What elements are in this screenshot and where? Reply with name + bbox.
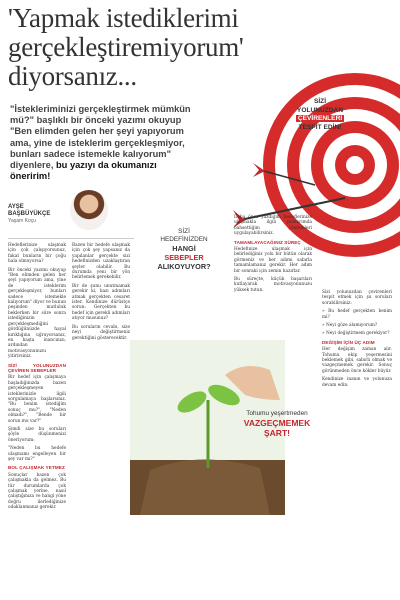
col1-paragraph: Sonuçlar bazen çok çalışmakla da gelmez. Bu tür durumlarda çok çalışmak yerine, nasıl çalıştığınıza ve hangi yöne doğru ilerlediğinize odaklanmanız gerekir. <box>8 472 66 511</box>
col4-paragraph: Kendinize inanın ve yolunuza devam edin. <box>322 377 392 388</box>
col2-paragraph: Bir de şunu unutmamak gerekir ki, bazı adımları atmak gerçekten cesaret ister. Kendinize dürüstçe sorun: Gerçekten bu hedef için gerekli adımları atıyor musunuz? <box>72 283 130 322</box>
col3-paragraph: Hedefinize ulaşmak için belirlediğiniz yolu bir bütün olarak görmeniz ve her adımı sabırla tamamlamanız gerekir. Her adım bir sonraki için zemin hazırlar. <box>234 247 312 274</box>
seed-callout-line-2: VAZGEÇMEMEK ŞART! <box>243 418 311 438</box>
pull-quote-line-2: HEDEFİNİZDEN <box>160 236 208 243</box>
col1-paragraph: Bir hedef için çalışmaya başladığınızda bazen gerçekleşmeyen isteklerinizle ilgili sorgulamaya başlarsınız. "Bu benim istediğim sonuç mu?", "Neden olmadı?", "Bende bir sorun mu var?" <box>8 375 66 424</box>
column-1 <box>8 243 66 514</box>
pull-quote-line-1: SİZİ <box>178 228 190 235</box>
headline-line-1: 'Yapmak istediklerimi <box>8 3 239 33</box>
headline-line-2: gerçekleştiremiyorum' <box>8 32 244 62</box>
headline-line-3: diyorsanız... <box>8 61 137 91</box>
seed-callout <box>232 410 322 438</box>
col1-subheading: SİZİ YOLUNUZDAN ÇEVİREN SEBEPLER <box>8 362 66 373</box>
col1-paragraph: Hedeflerinize ulaşmak için çok çalışıyorsunuz, fakat bunların bir çoğu hala olmuyorsa? <box>8 243 66 265</box>
col1-paragraph: Şimdi size bu soruları şöyle düşünmenizi öneriyorum: <box>8 427 66 443</box>
col2-paragraph: Bu soruların cevabı, size neyi değiştirmeniz gerektiğini gösterecektir. <box>72 324 130 341</box>
col4-paragraph: Her değişim zaman alır. Tohumu ekip yeşermesini beklemek gibi, sabırlı olmak ve vazgeçmemek gerekir. Sonuç görünmeden önce kökler büyür. <box>322 347 392 374</box>
author-avatar <box>70 190 108 230</box>
seed-callout-line-1: Tohumu yeşertmeden <box>246 410 308 417</box>
column-2 <box>72 243 130 344</box>
intro-emphasis: bu yazıyı da okumanızı öneririm! <box>10 160 157 182</box>
pull-quote-line-5: ALIKOYUYOR? <box>157 262 211 271</box>
col1-subheading: BOL ÇALIŞMAK YETMEZ <box>8 465 65 471</box>
col4-list-item: » Neyi değiştirmem gerekiyor? <box>322 331 390 337</box>
author-name: AYŞE <box>8 204 24 210</box>
pull-quote-line-4: SEBEPLER <box>164 253 204 262</box>
col1-paragraph: "Neden bu hedefe ulaşmamı engelleyen bir şey var mı?" <box>8 446 66 463</box>
callout-line-2: YOLUNUZDAN <box>296 106 344 114</box>
intro-text: "İstekleriminizi gerçekleştirmek mümkün mü?" başlıklı bir önceki yazımı okuyup "Ben elimden gelen her şeyi yapıyorum ama, yine de isteklerim gerçekleşmiyor, bunları sadece istemekle kalıyorum" diyenlere, <box>10 104 191 171</box>
pull-quote <box>138 228 230 271</box>
col4-list-item: » Neyi göze alamıyorum? <box>322 323 378 329</box>
col3-paragraph: Bu süreçte, küçük başarıları kutlayarak motivasyonunuzu yüksek tutun. <box>234 277 312 293</box>
column-3 <box>234 215 312 296</box>
col3-subheading: TAMAMLAYACAĞINIZ SÜREÇ <box>234 239 301 245</box>
col4-subheading: DEĞİŞİM İÇİN ÜÇ ADIM <box>322 339 375 345</box>
column-4 <box>322 290 392 391</box>
col2-paragraph: Bazen bir hedefe ulaşmak için çok şey yapsanız da yapılanlar gerçekte sizi hedefinizden uzaklaştıran şeyler olabilir. Bu durumda yeni bir yön belirlemek gerekebilir. <box>72 243 130 281</box>
author-surname: BAŞBÜYÜKÇE <box>8 211 51 217</box>
callout-line-1: SİZİ <box>313 98 327 105</box>
col1-paragraph: Bir önceki yazımı okuyup "Ben elimden gelen her şeyi yapıyorum ama, yine de isteklerim gerçekleşmiyor, bunları sadece istemekle kalıyorum" diyor ve bunun peşinden mutluluk beklerken bir süre sonra istediğinizin gerçekleşmediğini gördüğünüzde hayal kırıklığına uğruyorsanız, en başta inancınızı, ardından motivasyonunuzu yitirirsiniz. <box>8 267 66 360</box>
callout-line-3: TESPİT EDİN! <box>298 123 342 131</box>
target-callout <box>285 98 355 132</box>
divider <box>8 238 134 239</box>
pull-quote-line-3: HANGİ <box>172 244 196 253</box>
col3-paragraph: Daha önce yazdığım hedeflerinize ulaşmakla ilgili yazılarımda bahsettiğim yöntemleri uygulayabilirsiniz. <box>234 215 312 237</box>
callout-highlight: ÇEVİRENLERİ <box>297 115 343 122</box>
author-role: Yaşam Koçu <box>8 218 36 224</box>
col4-paragraph: Sizi yolunuzdan çevirenleri tespit etmek için şu soruları sorabilirsiniz: <box>322 290 392 306</box>
intro-deck <box>10 104 198 182</box>
col4-list-item: » Bu hedef gerçekten benim mi? <box>322 309 392 320</box>
